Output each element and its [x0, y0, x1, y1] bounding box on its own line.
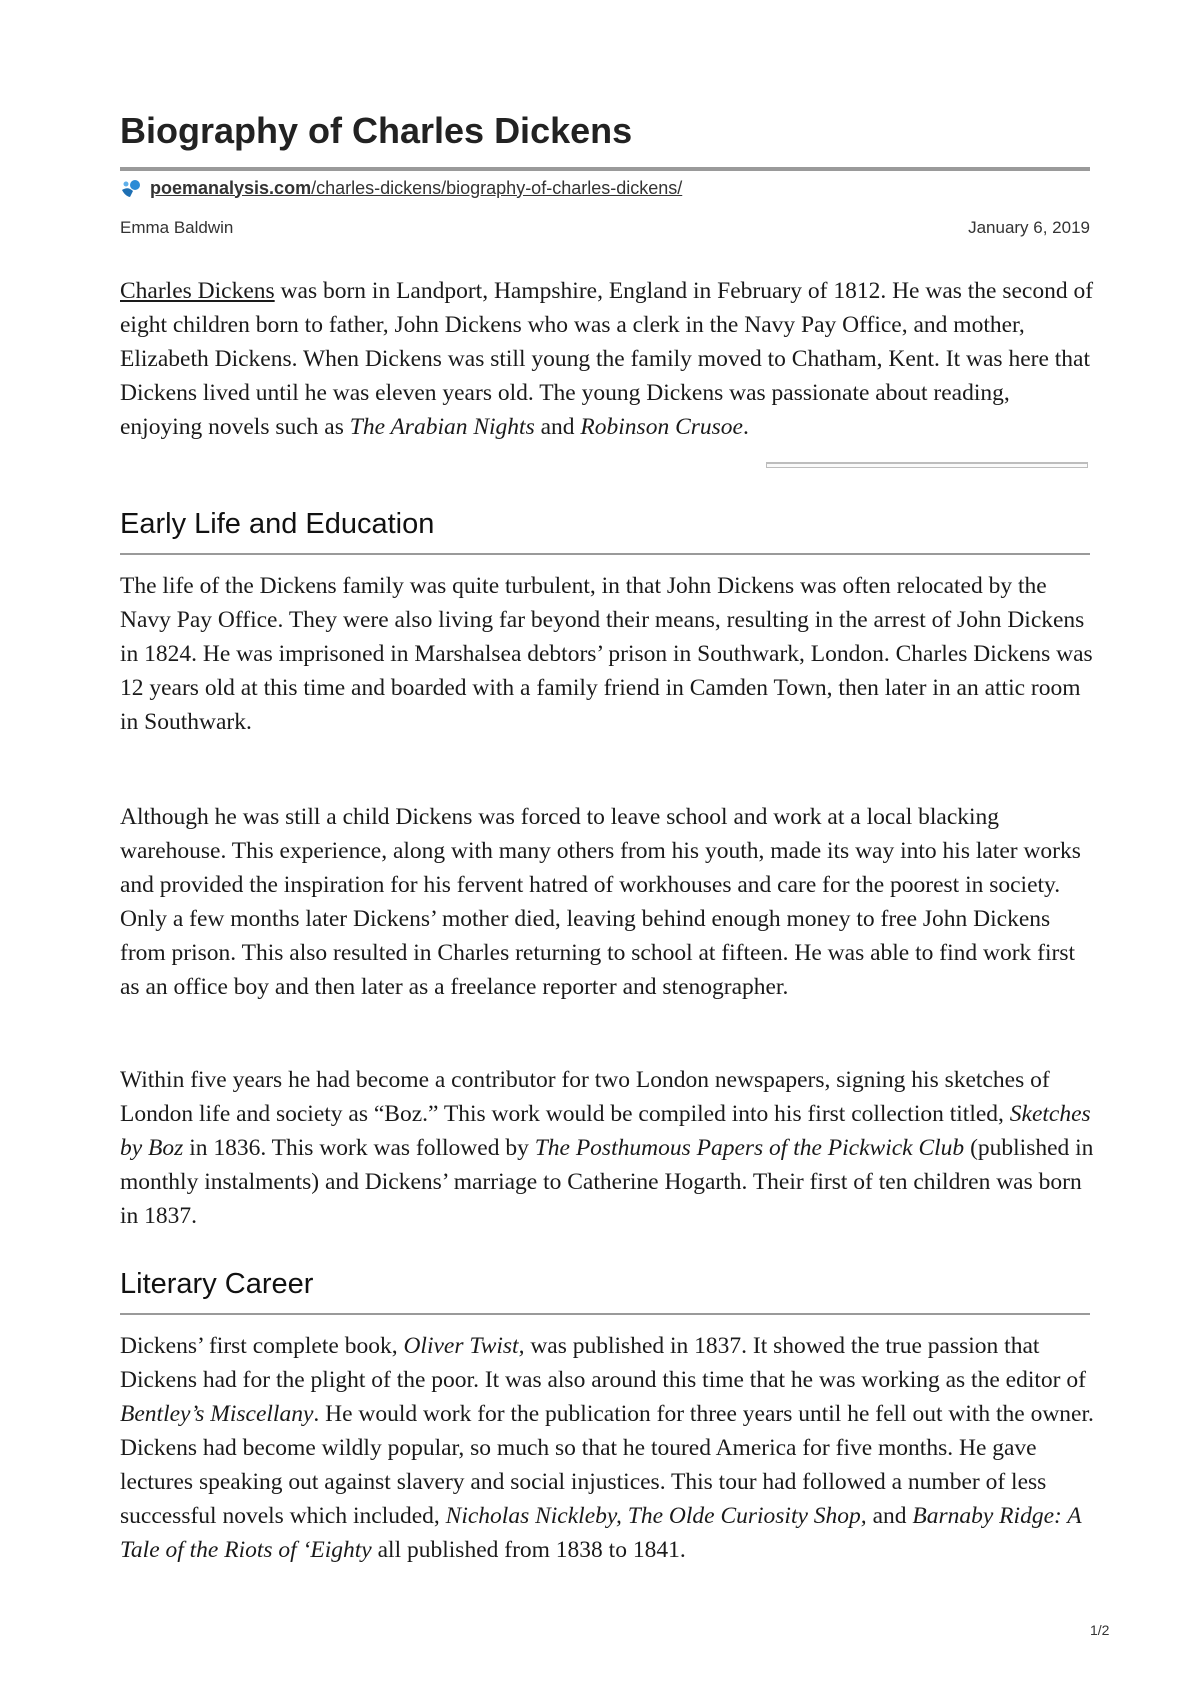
source-url: [120, 176, 682, 200]
page-number: 1/2: [1090, 1622, 1110, 1638]
article-meta: [120, 218, 1090, 238]
charles-dickens-link[interactable]: Charles Dickens: [120, 278, 275, 304]
page-title: Biography of Charles Dickens: [120, 110, 633, 151]
ad-placeholder: [766, 462, 1088, 468]
source-path: /charles-dickens/biography-of-charles-dickens/: [311, 177, 683, 198]
section-heading-early-life: Early Life and Education: [120, 508, 435, 540]
source-domain: poemanalysis.com: [150, 177, 312, 198]
literary-career-paragraph-1: Dickens’ first complete book, Oliver Twist, was published in 1837. It showed the true passion that Dickens had for the plight of the poor. It was also around this time that he was working as the editor of Bentley’s Miscellany. He would work for the publication for three years until he fell out with the owner. Dickens had become wildly popular, so much so that he toured America for five months. He gave lectures speaking out against slavery and social injustices. This tour had followed a number of less successful novels which included, Nicholas Nickleby, The Olde Curiosity Shop, and Barnaby Ridge: A Tale of the Riots of ‘Eighty all published from 1838 to 1841.: [120, 1333, 1094, 1563]
section-divider: [120, 1313, 1090, 1315]
early-life-paragraph-1: The life of the Dickens family was quite turbulent, in that John Dickens was often relocated by the Navy Pay Office. They were also living far beyond their means, resulting in the arrest of John Dickens in 1824. He was imprisoned in Marshalsea debtors’ prison in Southwark, London. Charles Dickens was 12 years old at this time and boarded with a family friend in Camden Town, then later in an attic room in Southwark.: [120, 573, 1093, 735]
section-heading-literary-career: Literary Career: [120, 1268, 314, 1300]
publish-date: January 6, 2019: [968, 218, 1090, 237]
author-name: Emma Baldwin: [120, 218, 234, 237]
section-divider: [120, 553, 1090, 555]
early-life-paragraph-3: Within five years he had become a contributor for two London newspapers, signing his sketches of London life and society as “Boz.” This work would be compiled into his first collection titled, Sketches by Boz in 1836. This work was followed by The Posthumous Papers of the Pickwick Club (published in monthly instalments) and Dickens’ marriage to Catherine Hogarth. Their first of ten children was born in 1837.: [120, 1067, 1094, 1229]
source-link[interactable]: [150, 178, 682, 199]
title-divider: [120, 167, 1090, 171]
site-logo-icon: [120, 177, 142, 199]
early-life-paragraph-2: Although he was still a child Dickens was forced to leave school and work at a local blacking warehouse. This experience, along with many others from his youth, made its way into his later works and provided the inspiration for his fervent hatred of workhouses and care for the poorest in society. Only a few months later Dickens’ mother died, leaving behind enough money to free John Dickens from prison. This also resulted in Charles returning to school at fifteen. He was able to find work first as an office boy and then later as a freelance reporter and stenographer.: [120, 804, 1081, 1000]
intro-paragraph: Charles Dickens was born in Landport, Hampshire, England in February of 1812. He was the second of eight children born to father, John Dickens who was a clerk in the Navy Pay Office, and mother, Elizabeth Dickens. When Dickens was still young the family moved to Chatham, Kent. It was here that Dickens lived until he was eleven years old. The young Dickens was passionate about reading, enjoying novels such as The Arabian Nights and Robinson Crusoe.: [120, 278, 1094, 440]
